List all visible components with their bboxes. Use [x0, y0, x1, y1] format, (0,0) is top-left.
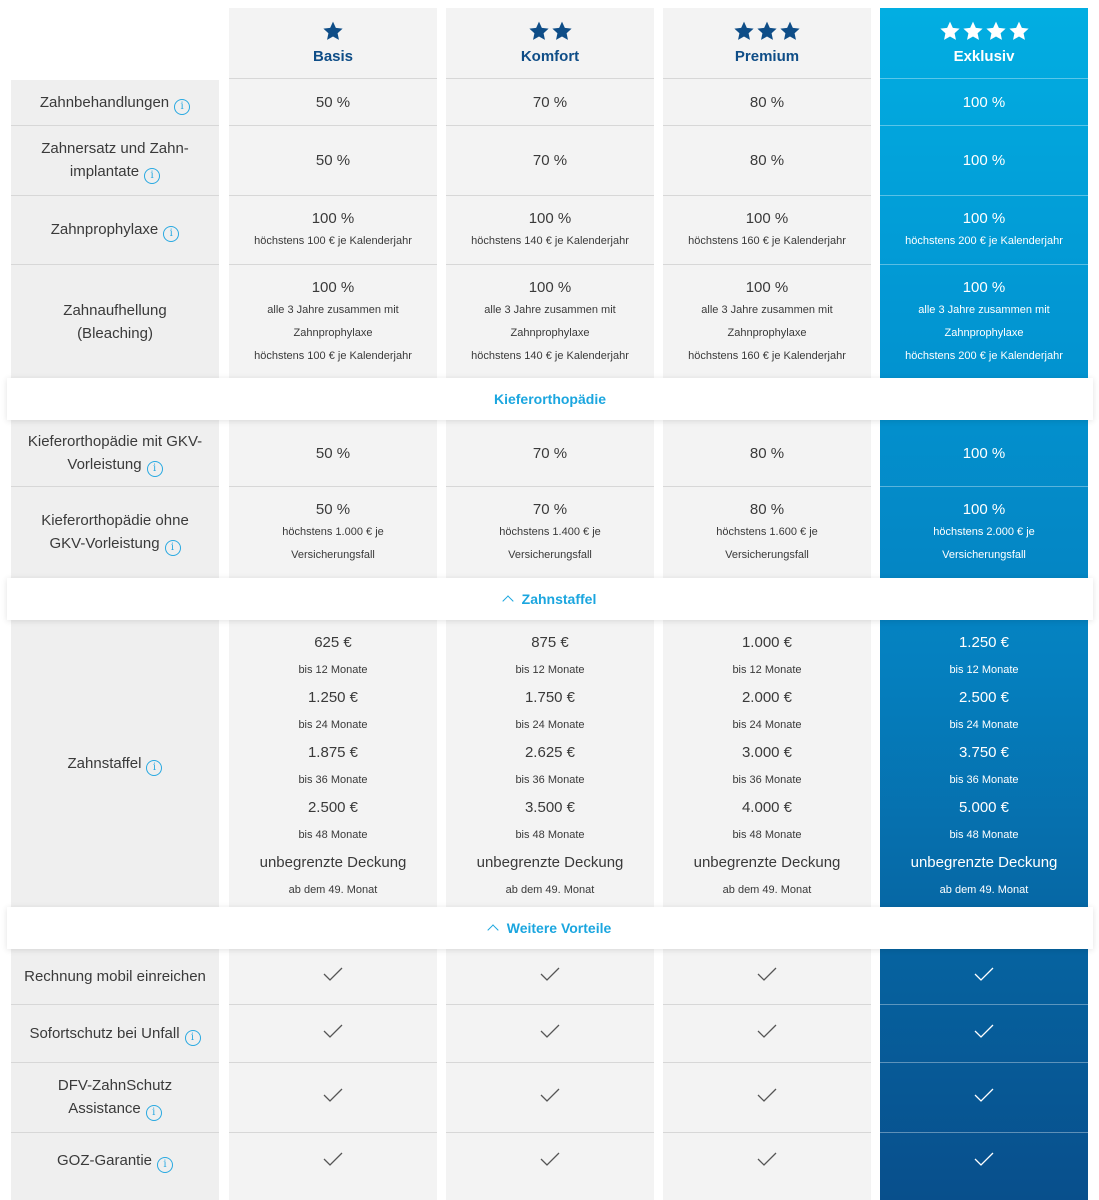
chevron-up-icon — [487, 924, 498, 935]
cell-sofortschutz-exklusiv — [880, 1005, 1088, 1062]
info-icon[interactable]: i — [165, 540, 181, 556]
coverage-limit: höchstens 2.000 € je — [933, 526, 1035, 538]
cell-zahnersatz-basis — [229, 126, 437, 195]
coverage-limit-unit: Versicherungsfall — [508, 549, 592, 561]
row-label-text: Zahnstaffel — [67, 754, 142, 772]
check-icon — [323, 1024, 343, 1043]
row-label-zahnstaffel — [11, 620, 219, 907]
chevron-up-icon — [502, 595, 513, 606]
section-title: Zahnstaffel — [521, 591, 597, 607]
coverage-limit: höchstens 1.600 € je — [716, 526, 818, 538]
coverage-value: 100 % — [745, 278, 789, 296]
coverage-value: 100 % — [311, 210, 355, 227]
staffel-period: bis 24 Monate — [298, 719, 368, 731]
staffel-period: bis 36 Monate — [949, 774, 1019, 786]
star-icon — [528, 20, 550, 42]
staffel-period: bis 24 Monate — [732, 719, 802, 731]
cell-zahnaufhellung-exklusiv — [880, 265, 1088, 378]
staffel-period: bis 12 Monate — [515, 664, 585, 676]
info-icon[interactable]: i — [146, 1105, 162, 1121]
star-icon — [985, 20, 1007, 42]
section-header-weitere-vorteile[interactable] — [7, 907, 1093, 949]
info-icon[interactable]: i — [185, 1030, 201, 1046]
cell-rechnung-exklusiv — [880, 949, 1088, 1004]
row-label-zahnbehandlungen — [11, 80, 219, 125]
info-icon[interactable]: i — [163, 226, 179, 242]
cell-zahnstaffel-basis — [229, 620, 437, 907]
coverage-limit: höchstens 160 € je Kalenderjahr — [688, 349, 846, 362]
coverage-value: 100 % — [962, 210, 1006, 227]
check-icon — [323, 967, 343, 986]
cell-assistance-komfort — [446, 1063, 654, 1132]
star-icon — [756, 20, 778, 42]
row-label-text: Zahnaufhellung (Bleaching) — [63, 301, 167, 342]
coverage-condition: alle 3 Jahre zusammen mit — [918, 303, 1050, 316]
row-label-assistance — [11, 1063, 219, 1132]
section-header-zahnstaffel[interactable] — [7, 578, 1093, 620]
staffel-amount: 5.000 € — [958, 799, 1010, 816]
staffel-period: bis 36 Monate — [298, 774, 368, 786]
star-rating — [446, 20, 654, 44]
star-icon — [939, 20, 961, 42]
cell-kfo-ohne-komfort — [446, 487, 654, 578]
info-icon[interactable]: i — [147, 461, 163, 477]
star-icon — [733, 20, 755, 42]
cell-sofortschutz-komfort — [446, 1005, 654, 1062]
check-icon — [974, 1152, 994, 1171]
coverage-condition: alle 3 Jahre zusammen mit — [484, 303, 616, 316]
cell-zahnprophylaxe-basis — [229, 196, 437, 264]
info-icon[interactable]: i — [174, 99, 190, 115]
coverage-condition: Zahnprophylaxe — [727, 326, 807, 339]
row-label-text: DFV-ZahnSchutz Assistance — [57, 1077, 173, 1117]
plan-name: Exklusiv — [953, 48, 1015, 65]
star-icon — [551, 20, 573, 42]
cell-zahnstaffel-komfort — [446, 620, 654, 907]
cell-zahnstaffel-premium — [663, 620, 871, 907]
cell-zahnprophylaxe-komfort — [446, 196, 654, 264]
cell-rechnung-komfort — [446, 949, 654, 1004]
row-divider — [663, 78, 871, 79]
coverage-condition: alle 3 Jahre zusammen mit — [701, 303, 833, 316]
row-label-text: Zahnbehandlungen — [39, 93, 170, 111]
row-label-text: Rechnung mobil einreichen — [24, 968, 206, 985]
coverage-limit: höchstens 140 € je Kalenderjahr — [471, 235, 629, 247]
check-icon — [540, 1088, 560, 1107]
staffel-period: ab dem 49. Monat — [722, 884, 812, 896]
row-label-text: Sofortschutz bei Unfall — [29, 1024, 180, 1042]
cell-zahnbehandlungen-exklusiv — [880, 80, 1088, 125]
cell-rechnung-premium — [663, 949, 871, 1004]
row-label-zahnaufhellung — [11, 265, 219, 378]
coverage-limit: höchstens 1.400 € je — [499, 526, 601, 538]
row-label-text: Zahnprophylaxe — [50, 221, 159, 238]
staffel-amount: 1.750 € — [524, 689, 576, 706]
staffel-period: bis 12 Monate — [298, 664, 368, 676]
row-label-text: GOZ-Garantie — [56, 1152, 153, 1169]
coverage-limit: höchstens 1.000 € je — [282, 526, 384, 538]
cell-zahnbehandlungen-premium — [663, 80, 871, 125]
check-icon — [540, 967, 560, 986]
staffel-amount: 2.625 € — [524, 744, 576, 761]
star-rating — [880, 20, 1088, 44]
cell-zahnbehandlungen-basis — [229, 80, 437, 125]
row-label-sofortschutz — [11, 1005, 219, 1062]
check-icon — [757, 1024, 777, 1043]
staffel-amount: 2.000 € — [741, 689, 793, 706]
staffel-amount: 1.000 € — [741, 634, 793, 651]
coverage-value: 100 % — [745, 210, 789, 227]
coverage-value: 50 % — [315, 501, 351, 518]
row-divider — [446, 78, 654, 79]
info-icon[interactable]: i — [146, 760, 162, 776]
staffel-unlimited: unbegrenzte Deckung — [910, 854, 1058, 871]
coverage-value: 80 % — [749, 152, 785, 169]
check-icon — [323, 1088, 343, 1107]
check-icon — [540, 1024, 560, 1043]
staffel-amount: 875 € — [531, 634, 569, 651]
coverage-limit: höchstens 200 € je Kalenderjahr — [905, 349, 1063, 362]
coverage-value: 50 % — [315, 444, 351, 462]
check-icon — [323, 1152, 343, 1171]
cell-zahnstaffel-exklusiv — [880, 620, 1088, 907]
staffel-amount: 3.500 € — [524, 799, 576, 816]
cell-kfo-mit-exklusiv — [880, 420, 1088, 486]
check-icon — [757, 1088, 777, 1107]
staffel-amount: 1.250 € — [307, 689, 359, 706]
coverage-limit-unit: Versicherungsfall — [942, 549, 1026, 561]
coverage-limit-unit: Versicherungsfall — [725, 549, 809, 561]
coverage-limit: höchstens 100 € je Kalenderjahr — [254, 235, 412, 247]
staffel-period: bis 48 Monate — [298, 829, 368, 841]
check-icon — [974, 967, 994, 986]
star-rating — [663, 20, 871, 44]
cell-zahnprophylaxe-exklusiv — [880, 196, 1088, 264]
coverage-value: 100 % — [962, 152, 1006, 169]
staffel-period: bis 48 Monate — [949, 829, 1019, 841]
coverage-condition: Zahnprophylaxe — [510, 326, 590, 339]
staffel-amount: 2.500 € — [307, 799, 359, 816]
coverage-limit: höchstens 100 € je Kalenderjahr — [254, 349, 412, 362]
coverage-limit: höchstens 140 € je Kalenderjahr — [471, 349, 629, 362]
plan-name: Basis — [312, 48, 354, 65]
cell-sofortschutz-premium — [663, 1005, 871, 1062]
cell-kfo-mit-basis — [229, 420, 437, 486]
coverage-condition: alle 3 Jahre zusammen mit — [267, 303, 399, 316]
coverage-value: 70 % — [532, 444, 568, 462]
row-label-zahnprophylaxe — [11, 196, 219, 264]
star-icon — [779, 20, 801, 42]
cell-goz-basis — [229, 1133, 437, 1189]
plan-header-premium[interactable] — [663, 8, 871, 79]
row-label-text: Kieferorthopädie mit GKV-Vorleistung — [27, 432, 203, 473]
cell-kfo-mit-premium — [663, 420, 871, 486]
staffel-period: ab dem 49. Monat — [939, 884, 1029, 896]
coverage-value: 100 % — [528, 278, 572, 296]
star-icon — [1008, 20, 1030, 42]
staffel-amount: 625 € — [314, 634, 352, 651]
cell-kfo-mit-komfort — [446, 420, 654, 486]
coverage-limit: höchstens 200 € je Kalenderjahr — [905, 235, 1063, 247]
row-label-text: Kieferorthopädie ohne GKV-Vorleistung — [41, 512, 189, 552]
staffel-unlimited: unbegrenzte Deckung — [693, 854, 841, 871]
info-icon[interactable]: i — [157, 1157, 173, 1173]
staffel-period: bis 48 Monate — [732, 829, 802, 841]
staffel-period: bis 24 Monate — [515, 719, 585, 731]
check-icon — [540, 1152, 560, 1171]
row-label-kfo-mit — [11, 420, 219, 486]
coverage-value: 70 % — [532, 94, 568, 111]
staffel-amount: 1.875 € — [307, 744, 359, 761]
coverage-limit-unit: Versicherungsfall — [291, 549, 375, 561]
cell-zahnbehandlungen-komfort — [446, 80, 654, 125]
cell-goz-exklusiv — [880, 1133, 1088, 1189]
staffel-unlimited: unbegrenzte Deckung — [259, 854, 407, 871]
staffel-period: bis 36 Monate — [515, 774, 585, 786]
cell-zahnprophylaxe-premium — [663, 196, 871, 264]
section-title: Kieferorthopädie — [493, 391, 606, 407]
info-icon[interactable]: i — [144, 168, 160, 184]
star-icon — [322, 20, 344, 42]
coverage-value: 100 % — [528, 210, 572, 227]
plan-header-exklusiv[interactable] — [880, 8, 1088, 79]
staffel-unlimited: unbegrenzte Deckung — [476, 854, 624, 871]
cell-assistance-exklusiv — [880, 1063, 1088, 1132]
check-icon — [757, 1152, 777, 1171]
cell-zahnaufhellung-basis — [229, 265, 437, 378]
cell-zahnersatz-exklusiv — [880, 126, 1088, 195]
section-title: Weitere Vorteile — [506, 920, 612, 936]
plan-name: Premium — [734, 48, 800, 65]
staffel-amount: 4.000 € — [741, 799, 793, 816]
coverage-value: 70 % — [532, 501, 568, 518]
star-icon — [962, 20, 984, 42]
row-label-rechnung — [11, 949, 219, 1004]
coverage-value: 80 % — [749, 501, 785, 518]
staffel-period: ab dem 49. Monat — [288, 884, 378, 896]
star-rating — [229, 20, 437, 44]
cell-sofortschutz-basis — [229, 1005, 437, 1062]
cell-zahnersatz-komfort — [446, 126, 654, 195]
coverage-value: 70 % — [532, 152, 568, 169]
cell-zahnaufhellung-premium — [663, 265, 871, 378]
cell-rechnung-basis — [229, 949, 437, 1004]
section-header-kieferorthopaedie[interactable] — [7, 378, 1093, 420]
row-divider — [880, 78, 1088, 79]
cell-assistance-premium — [663, 1063, 871, 1132]
coverage-value: 80 % — [749, 94, 785, 111]
staffel-period: bis 36 Monate — [732, 774, 802, 786]
coverage-value: 50 % — [315, 152, 351, 169]
row-label-kfo-ohne — [11, 487, 219, 578]
staffel-period: bis 12 Monate — [732, 664, 802, 676]
staffel-amount: 3.750 € — [958, 744, 1010, 761]
cell-kfo-ohne-basis — [229, 487, 437, 578]
plan-header-basis[interactable] — [229, 8, 437, 79]
check-icon — [974, 1088, 994, 1107]
coverage-value: 100 % — [962, 501, 1006, 518]
coverage-value: 100 % — [962, 94, 1006, 111]
staffel-period: bis 24 Monate — [949, 719, 1019, 731]
cell-assistance-basis — [229, 1063, 437, 1132]
plan-header-komfort[interactable] — [446, 8, 654, 79]
row-divider — [229, 78, 437, 79]
row-label-zahnersatz — [11, 126, 219, 195]
cell-zahnaufhellung-komfort — [446, 265, 654, 378]
staffel-amount: 2.500 € — [958, 689, 1010, 706]
cell-goz-premium — [663, 1133, 871, 1189]
staffel-amount: 1.250 € — [958, 634, 1010, 651]
coverage-value: 100 % — [962, 444, 1006, 462]
cell-kfo-ohne-exklusiv — [880, 487, 1088, 578]
cell-zahnersatz-premium — [663, 126, 871, 195]
cell-kfo-ohne-premium — [663, 487, 871, 578]
check-icon — [974, 1024, 994, 1043]
check-icon — [757, 967, 777, 986]
coverage-condition: Zahnprophylaxe — [293, 326, 373, 339]
cell-goz-komfort — [446, 1133, 654, 1189]
staffel-amount: 3.000 € — [741, 744, 793, 761]
row-label-goz — [11, 1133, 219, 1189]
row-label-text: Zahnersatz und Zahn-implantate — [41, 140, 189, 180]
plan-name: Komfort — [520, 48, 580, 65]
coverage-limit: höchstens 160 € je Kalenderjahr — [688, 235, 846, 247]
coverage-value: 100 % — [962, 278, 1006, 296]
coverage-value: 100 % — [311, 278, 355, 296]
staffel-period: bis 12 Monate — [949, 664, 1019, 676]
coverage-value: 80 % — [749, 444, 785, 462]
staffel-period: bis 48 Monate — [515, 829, 585, 841]
coverage-condition: Zahnprophylaxe — [944, 326, 1024, 339]
coverage-value: 50 % — [315, 94, 351, 111]
staffel-period: ab dem 49. Monat — [505, 884, 595, 896]
